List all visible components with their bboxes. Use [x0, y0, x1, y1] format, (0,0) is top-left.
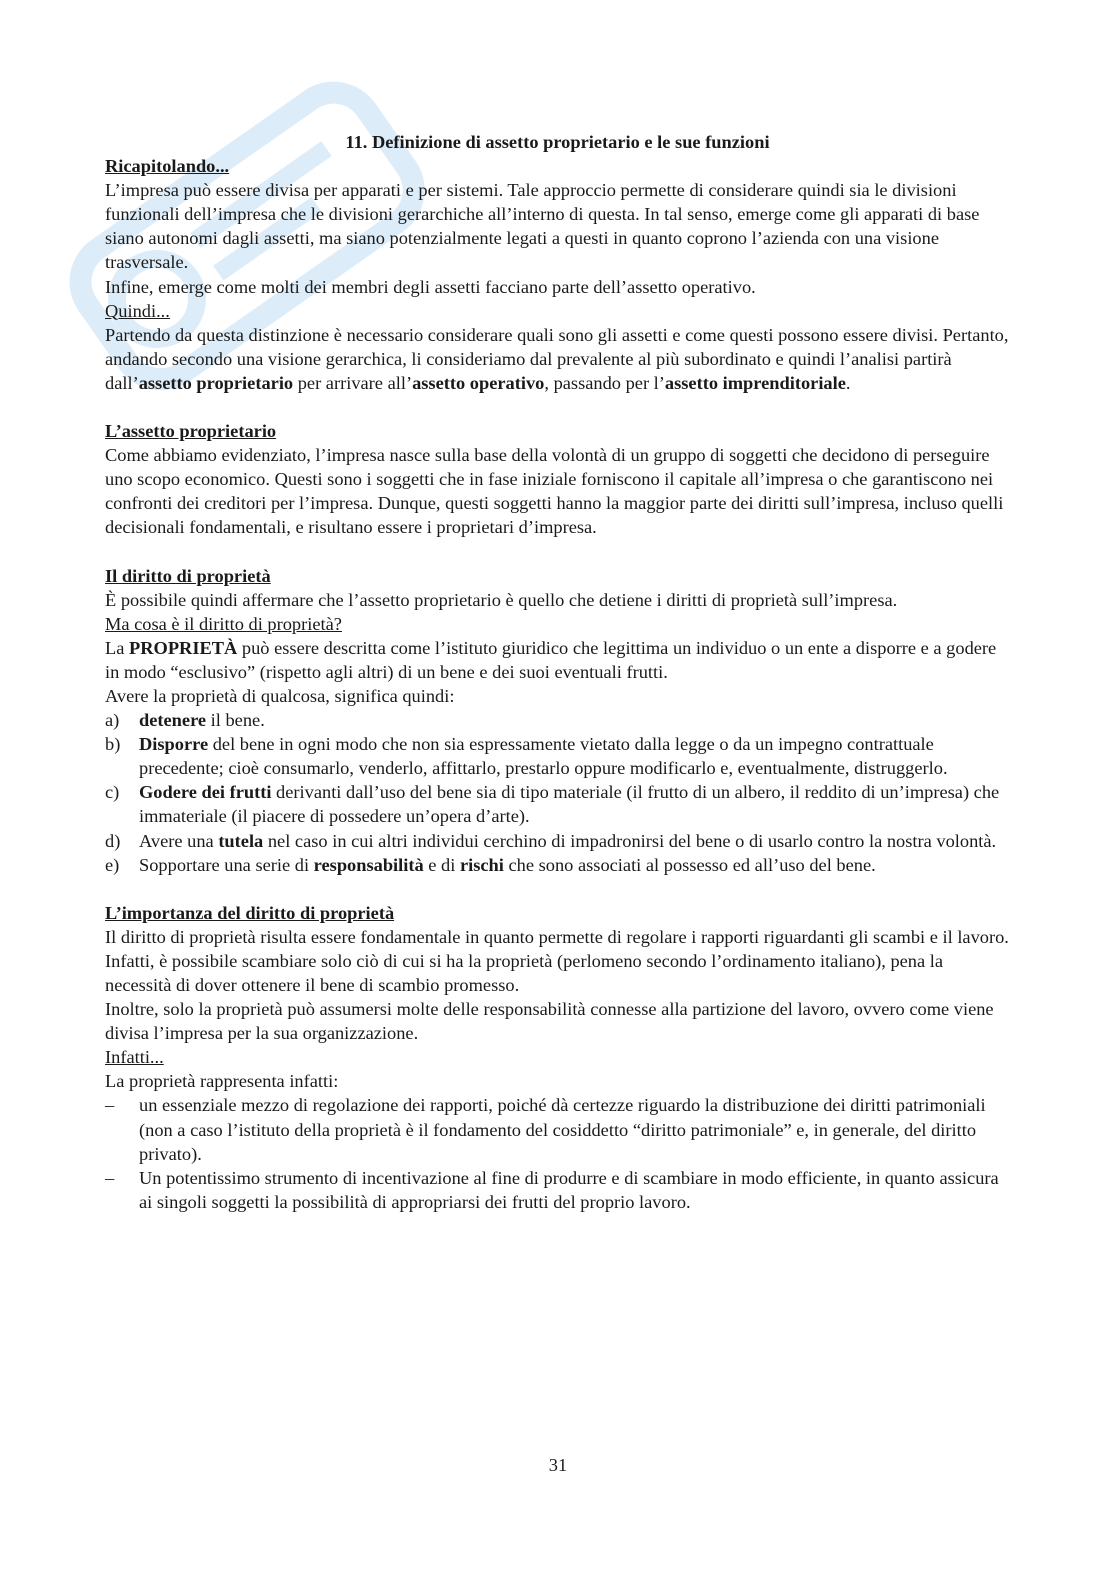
- diritto-question: Ma cosa è il diritto di proprietà?: [105, 613, 342, 634]
- recap-heading: Ricapitolando...: [105, 156, 230, 177]
- bullet-item: [105, 1166, 1010, 1214]
- list-marker: a): [105, 710, 120, 731]
- bullet-text: Un potentissimo strumento di incentivazione al fine di produrre e di scambiare in modo efficiente, in quanto assicura ai singoli soggetti la possibilità di appropriarsi dei frutti del proprio lavoro.: [139, 1167, 999, 1212]
- bullet-item: [105, 1093, 1010, 1165]
- diritto-paragraph-1: È possibile quindi affermare che l’assetto proprietario è quello che detiene i diritti di proprietà sull’impresa.: [105, 589, 898, 610]
- list-item: [105, 708, 1010, 732]
- diritto-paragraph-2: La PROPRIETÀ può essere descritta come l’istituto giuridico che legittima un individuo o un ente a disporre e a godere in modo “esclusivo” (rispetto agli altri) di un bene e dei suoi eventuali frutti.: [105, 637, 997, 682]
- bullet-text: un essenziale mezzo di regolazione dei rapporti, poiché dà certezze riguardo la distribuzione dei diritti patrimoniali (non a caso l’istituto della proprietà è il fondamento del cosiddetto “diritto patrimoniale” e, in generale, del diritto privato).: [139, 1095, 986, 1164]
- diritto-heading: Il diritto di proprietà: [105, 565, 271, 586]
- recap-paragraph-3: Partendo da questa distinzione è necessario considerare quali sono gli assetti e come questi possono essere divisi. Pertanto, andando secondo una visione gerarchica, li consideriamo dal prevalente al più subordinato e quindi l’analisi partirà dall’assetto proprietario per arrivare all’assetto operativo, passando per l’assetto imprenditoriale.: [105, 324, 1009, 393]
- bullet-marker: –: [105, 1167, 115, 1188]
- importanza-paragraph-1: Il diritto di proprietà risulta essere fondamentale in quanto permette di regolare i rapporti riguardanti gli scambi e il lavoro. Infatti, è possibile scambiare solo ciò di cui si ha la proprietà (perlomeno secondo l’ordinamento italiano), pena la necessità di dover ottenere il bene di scambio promesso.: [105, 926, 1009, 995]
- importanza-list: [105, 1093, 1010, 1213]
- list-item: [105, 732, 1010, 780]
- importanza-paragraph-3: La proprietà rappresenta infatti:: [105, 1071, 339, 1092]
- list-item-text: Disporre del bene in ogni modo che non sia espressamente vietato dalla legge o da un impegno contrattuale precedente; cioè consumarlo, venderlo, affittarlo, prestarlo oppure modificarlo e, eventualmente, distruggerlo.: [139, 734, 948, 779]
- document-body: [105, 130, 1010, 1214]
- list-item: [105, 829, 1010, 853]
- recap-paragraph-1: L’impresa può essere divisa per apparati e per sistemi. Tale approccio permette di considerare quindi sia le divisioni funzionali dell’impresa che le divisioni gerarchiche all’interno di questa. In tal senso, emerge come gli apparati di base siano autonomi dagli assetti, ma siano potenzialmente legati a questi in quanto coprono l’azienda con una visione trasversale.: [105, 180, 980, 273]
- list-item: [105, 853, 1010, 877]
- list-marker: b): [105, 734, 121, 755]
- list-marker: d): [105, 830, 121, 851]
- list-item-text: Avere una tutela nel caso in cui altri individui cerchino di impadronirsi del bene o di usarlo contro la nostra volontà.: [139, 830, 997, 851]
- list-item: [105, 780, 1010, 828]
- list-item-text: Godere dei frutti derivanti dall’uso del bene sia di tipo materiale (il frutto di un albero, il reddito di un’impresa) che immateriale (il piacere di possedere un’opera d’arte).: [139, 782, 1000, 827]
- page-number: 31: [548, 1455, 568, 1475]
- page-title: 11. Definizione di assetto proprietario e le sue funzioni: [345, 132, 770, 152]
- list-item-text: detenere il bene.: [139, 710, 265, 731]
- diritto-paragraph-3: Avere la proprietà di qualcosa, significa quindi:: [105, 685, 455, 706]
- assetto-paragraph: Come abbiamo evidenziato, l’impresa nasce sulla base della volontà di un gruppo di soggetti che decidono di perseguire uno scopo economico. Questi sono i soggetti che in fase iniziale forniscono il capitale all’impresa o che garantiscono nei confronti dei creditori per l’impresa. Dunque, questi soggetti hanno la maggior parte dei diritti sull’impresa, incluso quelli decisionali fondamentali, e risultano essere i proprietari d’impresa.: [105, 445, 1004, 538]
- diritto-list: [105, 708, 1010, 877]
- list-marker: c): [105, 782, 120, 803]
- list-marker: e): [105, 854, 120, 875]
- infatti-subheading: Infatti...: [105, 1047, 164, 1068]
- assetto-heading: L’assetto proprietario: [105, 421, 277, 442]
- quindi-subheading: Quindi...: [105, 300, 170, 321]
- importanza-heading: L’importanza del diritto di proprietà: [105, 902, 395, 923]
- importanza-paragraph-2: Inoltre, solo la proprietà può assumersi molte delle responsabilità connesse alla partizione del lavoro, ovvero come viene divisa l’impresa per la sua organizzazione.: [105, 999, 994, 1044]
- bullet-marker: –: [105, 1095, 115, 1116]
- list-item-text: Sopportare una serie di responsabilità e di rischi che sono associati al possesso ed all’uso del bene.: [139, 854, 876, 875]
- recap-paragraph-2: Infine, emerge come molti dei membri degli assetti facciano parte dell’assetto operativo.: [105, 276, 756, 297]
